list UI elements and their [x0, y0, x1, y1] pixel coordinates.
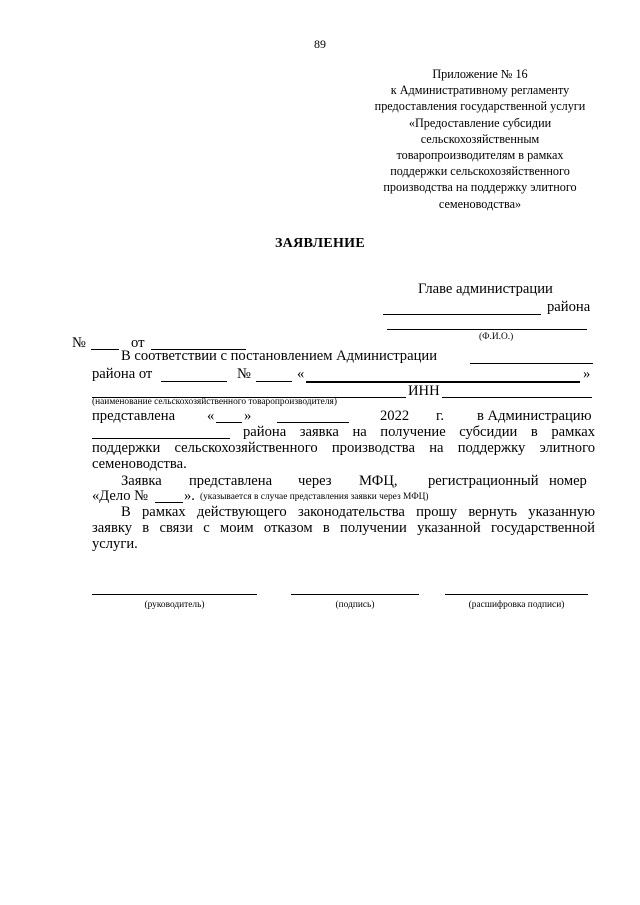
signature-blank[interactable]: [291, 594, 419, 595]
month-blank[interactable]: [277, 422, 349, 423]
inn-blank[interactable]: [442, 397, 592, 398]
p1-start: В соответствии с постановлением Администрации: [121, 348, 438, 364]
appendix-line: Приложение № 16: [432, 67, 528, 81]
sign-caption: (подпись): [335, 600, 375, 610]
from-label: от: [131, 335, 145, 351]
fio-caption: (Ф.И.О.): [479, 332, 514, 342]
body-line: В рамках действующего законодательства прошу вернуть указанную: [121, 504, 595, 520]
mfc-word: МФЦ,: [359, 473, 398, 489]
body-line: заявку в связи с моим отказом в получении указанной государственной: [92, 520, 595, 536]
rayon-label: района: [547, 299, 591, 315]
p1-number-sign: №: [237, 366, 251, 382]
year-label: 2022: [380, 408, 410, 424]
body-line: семеноводства.: [92, 456, 187, 472]
decode-caption: (расшифровка подписи): [468, 600, 565, 610]
appendix-line: сельскохозяйственным: [420, 131, 540, 146]
appendix-line: к Административному регламенту: [390, 83, 570, 98]
p1-rayon-ot: района от: [92, 366, 153, 382]
delo-open: «Дело №: [92, 488, 149, 504]
page-number: 89: [314, 37, 326, 51]
appendix-line: «Предоставление субсидии: [408, 115, 552, 130]
number-sign: №: [72, 335, 86, 351]
body-line: услуги.: [92, 536, 138, 552]
resolution-date-blank[interactable]: [161, 381, 227, 382]
delo-number-blank[interactable]: [155, 502, 183, 503]
quote-open: «: [207, 408, 215, 424]
appendix-line: поддержки сельскохозяйственного: [390, 164, 570, 179]
quote-close: »: [244, 408, 252, 424]
rayon-blank[interactable]: [383, 314, 541, 315]
admin-blank[interactable]: [470, 363, 593, 364]
resolution-number-blank[interactable]: [256, 381, 292, 382]
mfc-word: Заявка: [121, 473, 162, 489]
year-suffix: г.: [436, 408, 444, 424]
number-blank[interactable]: [91, 349, 119, 350]
mfc-word: номер: [549, 473, 587, 489]
mfc-word: представлена: [189, 473, 273, 489]
p1-quote-close: »: [583, 366, 591, 382]
to-admin-label: в Администрацию: [477, 408, 592, 424]
head-caption: (руководитель): [144, 600, 205, 610]
admin-rayon-blank[interactable]: [92, 438, 230, 439]
delo-close: ».: [184, 488, 195, 504]
producer-caption: (наименование сельскохозяйственного товаропроизводителя): [92, 397, 337, 407]
fio-blank[interactable]: [387, 329, 587, 330]
signature-decode-blank[interactable]: [445, 594, 588, 595]
resolution-name-blank[interactable]: [306, 381, 580, 383]
addressee-line: Главе администрации: [418, 281, 553, 297]
body-line: поддержки сельскохозяйственного производства на поддержку элитного: [92, 440, 595, 456]
mfc-word: через: [298, 473, 332, 489]
appendix-line: семеноводства»: [438, 196, 522, 211]
presented-label: представлена: [92, 408, 176, 424]
appendix-line: производства на поддержку элитного: [383, 180, 577, 195]
appendix-block: [350, 66, 610, 212]
document-title: ЗАЯВЛЕНИЕ: [274, 236, 365, 251]
delo-note: (указывается в случае представления заявки через МФЦ): [200, 492, 429, 502]
inn-label: ИНН: [408, 383, 440, 399]
body-line: района заявка на получение субсидии в рамках: [243, 424, 595, 440]
head-signature-blank[interactable]: [92, 594, 257, 595]
mfc-word: регистрационный: [428, 473, 539, 489]
appendix-line: товаропроизводителям в рамках: [396, 148, 564, 163]
p1-quote-open: «: [297, 366, 305, 382]
appendix-line: предоставления государственной услуги: [374, 99, 586, 114]
day-blank[interactable]: [216, 422, 242, 423]
